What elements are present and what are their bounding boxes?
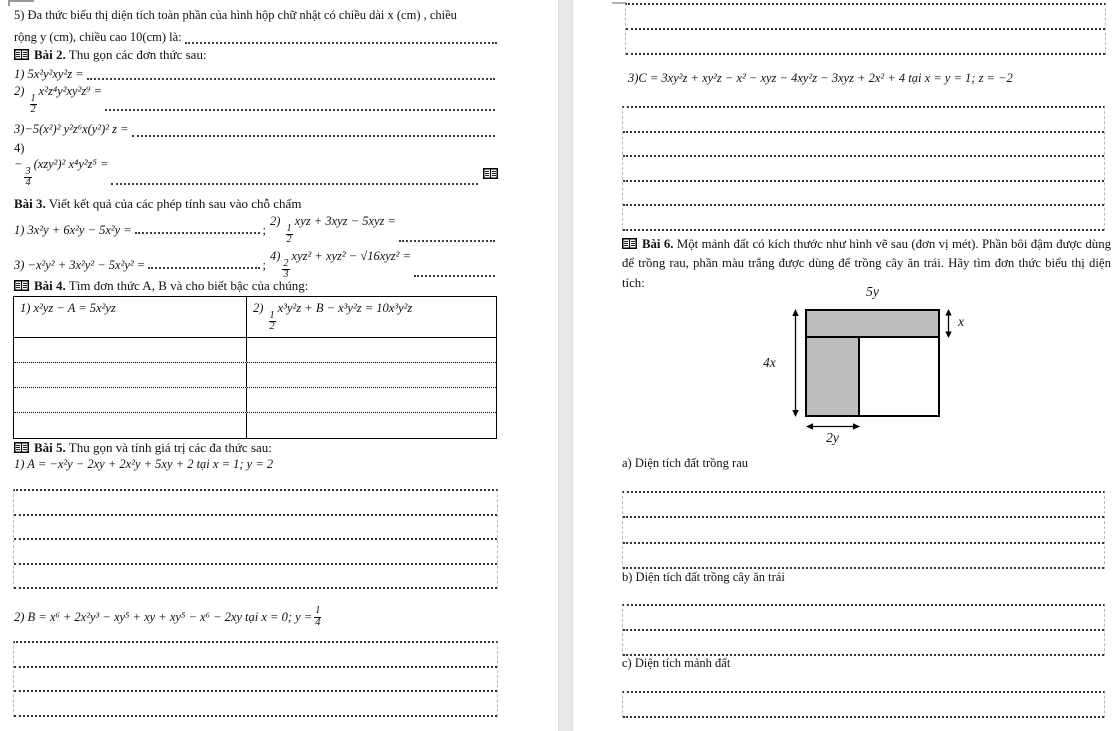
answer-box <box>622 691 1105 718</box>
land-plot-figure <box>805 309 940 417</box>
bai6-question-a: a) Diện tích đất trồng rau <box>622 456 748 470</box>
figure-left-dimension-label: 4x <box>763 355 776 370</box>
answer-line[interactable] <box>623 693 1104 718</box>
answer-line[interactable] <box>623 206 1104 231</box>
bai6-label: Bài 6. <box>642 237 674 251</box>
figure-top-dimension-label: 5y <box>866 284 879 299</box>
bai3-item-1 <box>14 223 266 238</box>
open-book-icon <box>14 442 29 453</box>
answer-line[interactable] <box>14 565 497 590</box>
answer-line[interactable] <box>623 108 1104 133</box>
separator: ; <box>262 257 266 272</box>
bai2-item-4-number: 4) <box>14 141 25 155</box>
dotted-answer-line[interactable] <box>87 77 495 80</box>
empty-answer-cell[interactable] <box>14 413 247 438</box>
open-book-icon <box>14 280 29 291</box>
table-cell-a-equation: 1) x²yz − A = 5x²yz <box>14 297 247 337</box>
table-row <box>14 413 496 438</box>
bai3-title: Viết kết quả của các phép tính sau vào chỗ chấm <box>45 196 302 211</box>
bai4-label: Bài 4. <box>34 278 66 293</box>
problem5-line2 <box>14 26 500 48</box>
bai3-item-3 <box>14 258 266 273</box>
bai4-table <box>13 296 497 439</box>
answer-line[interactable] <box>14 540 497 565</box>
dotted-answer-line[interactable] <box>135 231 260 234</box>
bai3-row-1 <box>14 214 498 246</box>
dotted-answer-line[interactable] <box>105 108 495 111</box>
bai5-label: Bài 5. <box>34 440 66 455</box>
empty-answer-cell[interactable] <box>247 363 496 387</box>
empty-answer-cell[interactable] <box>247 413 496 438</box>
table-cell-b-equation: 2) $\frac{1}{2}$ x³y²z + B − x³y²z = 10x³y²z <box>253 301 413 333</box>
answer-line[interactable] <box>623 544 1104 569</box>
equation: 2) $\frac{1}{2}$ xyz + 3xyz − 5xyz = <box>270 213 396 246</box>
empty-answer-cell[interactable] <box>247 338 496 362</box>
table-row <box>14 388 496 413</box>
empty-answer-cell[interactable] <box>247 388 496 412</box>
figure-right-dimension-label: x <box>958 314 964 329</box>
bai3-item-2 <box>270 214 498 246</box>
bai2-item-1 <box>14 64 498 84</box>
bai6-text: Một mảnh đất có kích thước như hình vẽ sau (đơn vị mét). Phần bôi đậm được dùng để trồng rau, phần màu trắng được dùng để trồng cây ăn trái. Hãy tìm đơn thức biểu thị diện tích: <box>622 237 1111 290</box>
shaded-top-strip <box>807 311 938 338</box>
dotted-answer-line[interactable] <box>132 134 495 137</box>
answer-line[interactable] <box>623 133 1104 158</box>
empty-answer-cell[interactable] <box>14 363 247 387</box>
bai4-heading <box>14 278 308 294</box>
answer-line[interactable] <box>623 518 1104 543</box>
problem5-line1: 5) Đa thức biểu thị diện tích toàn phần của hình hộp chữ nhật có chiều dài x (cm) , chiều <box>14 8 457 22</box>
bai5-item-3-equation: 3)C = 3xy²z + xy²z − x² − xyz − 4xy²z − 3xyz + 2x² + 4 tại x = y = 1; z = −2 <box>628 71 1013 85</box>
answer-line[interactable] <box>14 491 497 516</box>
equation: 2) $\frac{1}{2}$ x²z⁴y²xy²z⁹ = <box>14 83 103 116</box>
figure-bottom-dimension-label: 2y <box>826 430 839 445</box>
bai3-heading <box>14 196 301 212</box>
cropped-border-remnant <box>612 2 626 4</box>
answer-box <box>622 106 1105 231</box>
page-right <box>573 0 1118 731</box>
table-row <box>14 338 496 363</box>
answer-line[interactable] <box>623 157 1104 182</box>
bai6-question-c: c) Diện tích mảnh đất <box>622 656 731 670</box>
dotted-answer-line[interactable] <box>111 182 478 185</box>
problem5-paragraph <box>14 4 500 48</box>
table-row <box>14 363 496 388</box>
bai2-heading <box>14 47 207 63</box>
bai3-label: Bài 3. <box>14 196 46 211</box>
shaded-left-column <box>807 338 860 415</box>
page-left <box>0 0 558 731</box>
answer-line[interactable] <box>626 5 1105 30</box>
equation: − $\frac{3}{4}$ (xzy²)² x⁴y²z⁵ = <box>14 156 109 189</box>
answer-box <box>622 491 1105 569</box>
equation: 4) $\frac{2}{3}$ xyz² + xyz² − √16xyz² = <box>270 248 411 281</box>
answer-line[interactable] <box>623 631 1104 656</box>
bai2-item-4 <box>14 157 498 189</box>
bai4-title: Tìm đơn thức A, B và cho biết bậc của chúng: <box>65 278 309 293</box>
answer-line[interactable] <box>14 668 497 693</box>
problem5-line2-text: rộng y (cm), chiều cao 10(cm) là: <box>14 30 182 44</box>
answer-box <box>13 489 498 589</box>
answer-line[interactable] <box>626 30 1105 55</box>
open-book-icon <box>14 49 29 60</box>
bai3-row-2 <box>14 250 498 280</box>
answer-box <box>625 3 1106 55</box>
answer-line[interactable] <box>623 606 1104 631</box>
empty-answer-cell[interactable] <box>14 338 247 362</box>
answer-box <box>622 604 1105 656</box>
table-row <box>14 297 496 338</box>
bai6-question-b: b) Diện tích đất trồng cây ăn trái <box>622 570 785 584</box>
vertical-dimension-arrow-4x <box>791 309 800 421</box>
bai2-item-3 <box>14 117 498 141</box>
bai5-item-2-equation: 2) B = x⁶ + 2x²y³ − xy⁵ + xy + xy⁵ − x⁶ − 2xy tại x = 0; y = $\frac{1}{4}$ <box>14 604 321 628</box>
dotted-answer-line[interactable] <box>148 266 259 269</box>
open-book-icon <box>483 168 498 179</box>
cropped-table-border-top <box>8 0 34 2</box>
answer-line[interactable] <box>14 643 497 668</box>
answer-line[interactable] <box>623 493 1104 518</box>
bai5-title: Thu gọn và tính giá trị các đa thức sau: <box>65 440 272 455</box>
equation: 3)−5(x²)² y²z⁶x(y²)² z = <box>14 121 129 136</box>
bai2-label: Bài 2. <box>34 47 66 62</box>
open-book-icon <box>622 238 637 249</box>
answer-line[interactable] <box>14 692 497 717</box>
dotted-answer-line[interactable] <box>414 274 495 277</box>
equation: 3) −x²y² + 3x²y² − 5x²y² = <box>14 257 146 272</box>
answer-line[interactable] <box>623 182 1104 207</box>
equation: 1) 5x²y²xy²z = <box>14 66 84 81</box>
empty-answer-cell[interactable] <box>14 388 247 412</box>
dotted-answer-line[interactable] <box>399 239 495 242</box>
equation: 1) 3x²y + 6x²y − 5x²y = <box>14 222 132 237</box>
bai3-item-4 <box>270 249 498 281</box>
bai2-item-2 <box>14 85 498 115</box>
separator: ; <box>262 222 266 237</box>
answer-line[interactable] <box>14 516 497 541</box>
page-gap <box>558 0 573 731</box>
dotted-answer-line[interactable] <box>185 41 497 44</box>
vertical-dimension-arrow-x <box>944 309 953 342</box>
answer-box <box>13 641 498 717</box>
bai5-heading <box>14 440 272 456</box>
bai5-item-1-equation: 1) A = −x²y − 2xy + 2x²y + 5xy + 2 tại x = 1; y = 2 <box>14 457 274 471</box>
bai2-title: Thu gọn các đơn thức sau: <box>65 47 207 62</box>
